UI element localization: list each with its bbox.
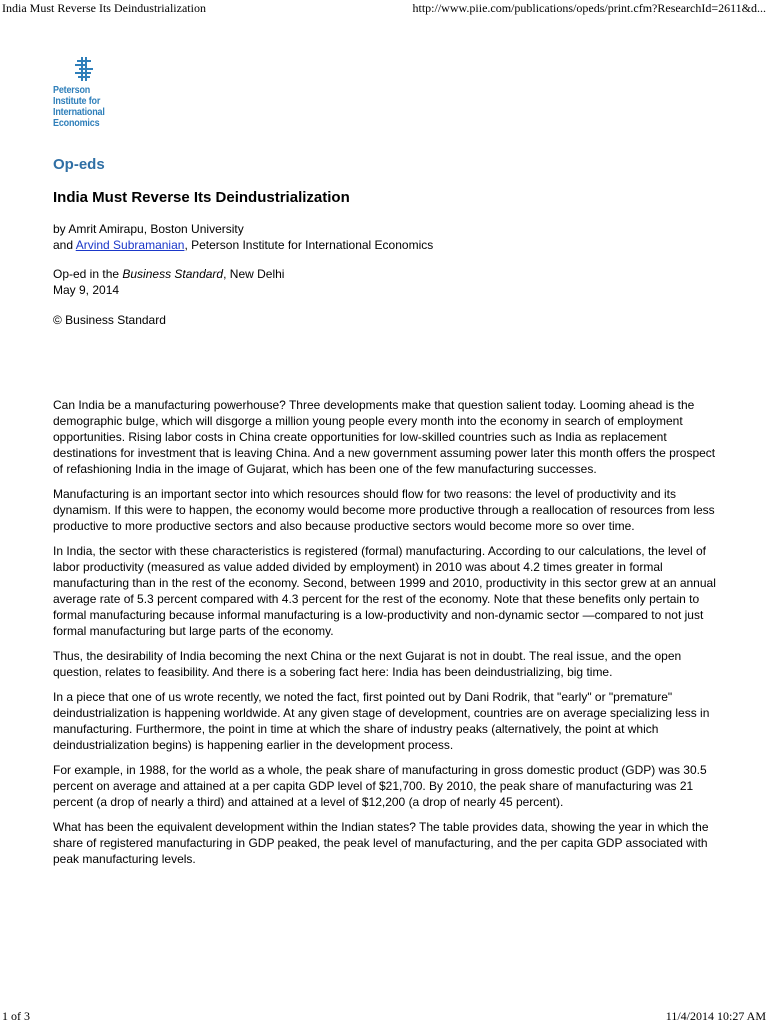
publication-date: May 9, 2014	[53, 283, 120, 297]
copyright: © Business Standard	[53, 313, 166, 327]
piie-logo-mark-icon	[75, 57, 93, 81]
page-count: 1 of 3	[2, 1009, 30, 1023]
byline	[53, 221, 433, 253]
article-body	[53, 397, 721, 876]
article-paragraph-3: In India, the sector with these characteristics is registered (formal) manufacturing. According to our calculations, the level of labor productivity (measured as value added divided by employment) in 2010 was about 4.2 times greater in formal manufacturing than in the rest of the economy. Second, between 1999 and 2010, productivity in this sector grew at an annual average rate of 5.3 percent compared with 4.3 percent for the rest of the economy. Note that these benefits only pertain to formal manufacturing because informal manufacturing is a low-productivity and non-dynamic sector —compared to not just formal manufacturing but large parts of the economy.	[53, 544, 716, 638]
article-paragraph-4: Thus, the desirability of India becoming the next China or the next Gujarat is not in doubt. The real issue, and the open question, relates to feasibility. And there is a sobering fact here: India has been deindustrializing, big time.	[53, 649, 682, 679]
logo-line-1: Peterson	[53, 85, 91, 96]
article-paragraph-1: Can India be a manufacturing powerhouse? Three developments make that question salient today. Looming ahead is the demographic bulge, which will disgorge a million young people every month into the economy in search of employment opportunities. Rising labor costs in China create opportunities for low-skilled countries such as India as replacement destinations for investment that is leaving China. And a new government assuming power later this month offers the prospect of refashioning India in the image of Gujarat, which has been one of the few manufacturing successes.	[53, 398, 716, 476]
print-timestamp: 11/4/2014 10:27 AM	[665, 1009, 766, 1023]
print-footer	[0, 1008, 768, 1024]
logo-text	[53, 85, 107, 129]
publication-info	[53, 266, 284, 298]
publication-suffix: , New Delhi	[223, 267, 285, 281]
logo-line-3: International	[53, 107, 105, 118]
article-paragraph-2: Manufacturing is an important sector into which resources should flow for two reasons: the level of productivity and its dynamism. If this were to happen, the economy would become more productive through a reallocation of resources from less productive to more productive sectors and also because productive sectors would become more so over time.	[53, 487, 715, 533]
publication-prefix: Op-ed in the	[53, 267, 123, 281]
byline-and: and	[53, 238, 76, 252]
second-author-link[interactable]: Arvind Subramanian	[75, 238, 185, 252]
print-page-title: India Must Reverse Its Deindustrialization	[2, 1, 206, 15]
print-header	[0, 0, 768, 16]
article-title: India Must Reverse Its Deindustrialization	[53, 189, 350, 206]
piie-logo[interactable]	[53, 57, 113, 129]
article-paragraph-6: For example, in 1988, for the world as a whole, the peak share of manufacturing in gross domestic product (GDP) was 30.5 percent on average and attained at a per capita GDP level of $21,700. By 2010, the peak share of manufacturing was 21 percent (a drop of nearly a third) and attained at a level of $12,200 (a drop of nearly 45 percent).	[53, 763, 707, 809]
print-url: http://www.piie.com/publications/opeds/print.cfm?ResearchId=2611&d...	[412, 1, 766, 15]
byline-first-author: by Amrit Amirapu, Boston University	[53, 222, 244, 236]
section-label: Op-eds	[53, 156, 105, 173]
article-paragraph-7: What has been the equivalent development within the Indian states? The table provides data, showing the year in which the share of registered manufacturing in GDP peaked, the peak level of manufacturing, and the per capita GDP associated with peak manufacturing levels.	[53, 820, 709, 866]
logo-line-4: Economics	[53, 118, 100, 129]
second-author-affiliation: , Peterson Institute for International Economics	[184, 238, 434, 252]
logo-line-2: Institute for	[53, 96, 101, 107]
article-paragraph-5: In a piece that one of us wrote recently, we noted the fact, first pointed out by Dani Rodrik, that "early" or "premature" deindustrialization is happening worldwide. At any given stage of development, countries are on average specializing less in manufacturing. Furthermore, the point in time at which the share of industry peaks (alternatively, the point at which deindustrialization begins) is happening earlier in the development process.	[53, 690, 710, 752]
publication-name: Business Standard	[122, 267, 224, 281]
